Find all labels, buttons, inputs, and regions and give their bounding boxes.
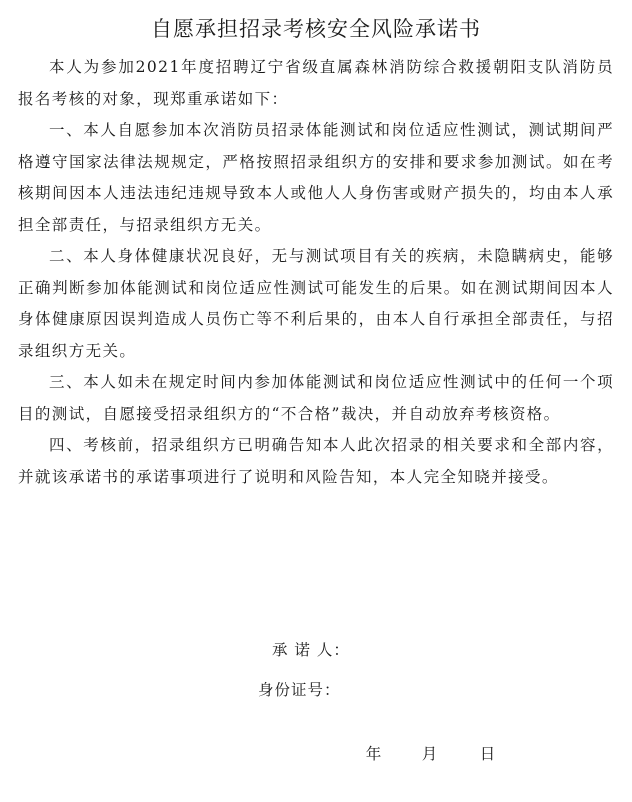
id-number-line: 身份证号： (258, 681, 341, 699)
clause-3: 三、本人如未在规定时间内参加体能测试和岗位适应性测试中的任何一个项目的测试，自愿接受招录组织方的“不合格”裁决，并自动放弃考核资格。 (18, 373, 614, 423)
date-month-label: 月 (421, 745, 439, 763)
date-day-label: 日 (479, 745, 497, 763)
date-line (342, 706, 496, 802)
clause-1: 一、本人自愿参加本次消防员招录体能测试和岗位适应性测试，测试期间严格遵守国家法律法规规定，严格按照招录组织方的安排和要求参加测试。如在考核期间因本人违法违纪违规导致本人或他人人身伤害或财产损失的，均由本人承担全部责任，与招录组织方无关。 (18, 121, 614, 234)
document-title: 自愿承担招录考核安全风险承诺书 (151, 17, 481, 41)
date-year-label: 年 (365, 745, 383, 763)
clause-2: 二、本人身体健康状况良好，无与测试项目有关的疾病，未隐瞒病史，能够正确判断参加体能测试和岗位适应性测试可能发生的后果。如在测试期间因本人身体健康原因误判造成人员伤亡等不利后果的，由本人自行承担全部责任，与招录组织方无关。 (18, 247, 614, 360)
intro-paragraph: 本人为参加2021年度招聘辽宁省级直属森林消防综合救援朝阳支队消防员报名考核的对象，现郑重承诺如下： (18, 58, 614, 108)
promisor-signature-line: 承 诺 人： (272, 641, 350, 659)
clause-4: 四、考核前，招录组织方已明确告知本人此次招录的相关要求和全部内容，并就该承诺书的承诺事项进行了说明和风险告知，本人完全知晓并接受。 (18, 436, 614, 486)
